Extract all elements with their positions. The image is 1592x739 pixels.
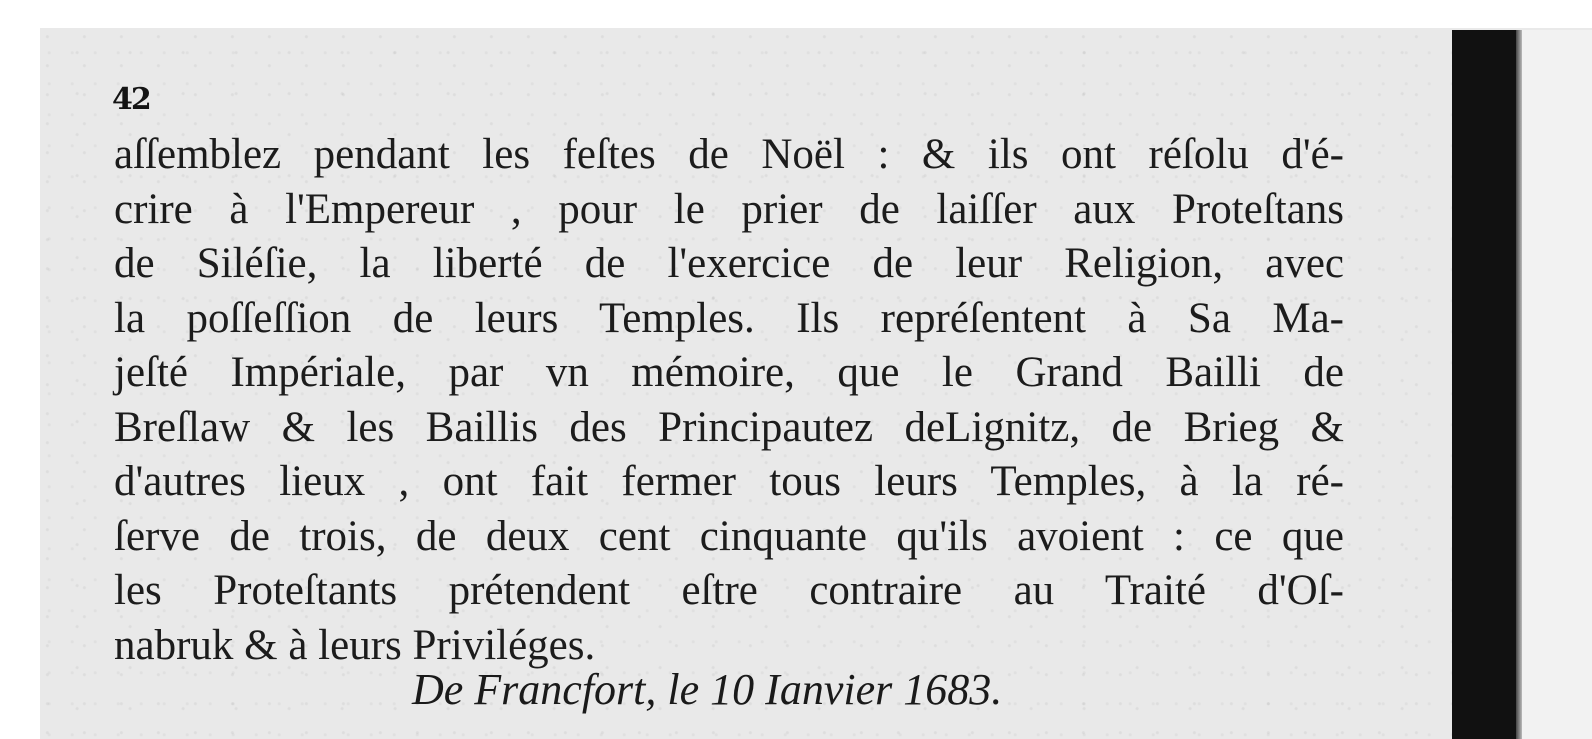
text-line: crire à l'Empereur , pour le prier de laiſſer aux Proteſtans (114, 185, 1344, 233)
article-body (114, 128, 1344, 673)
page-number: 42 (112, 82, 150, 117)
text-line: aſſemblez pendant les feſtes de Noël : & ils ont réſolu d'é- (114, 131, 1344, 178)
dateline: De Francfort, le 10 Ianvier 1683. (412, 665, 1003, 714)
facing-page-edge (1522, 30, 1592, 739)
text-line: la poſſeſſion de leurs Temples. Ils repréſentent à Sa Ma- (114, 294, 1344, 342)
text-line: Breſlaw & les Baillis des Principautez deLignitz, de Brieg & (114, 403, 1344, 451)
text-line: nabruk & à leurs Priviléges. (114, 621, 596, 669)
scan-gutter-shadow (1452, 30, 1516, 739)
text-line: les Proteſtants prétendent eſtre contraire au Traité d'Oſ- (114, 567, 1344, 614)
text-line: ſerve de trois, de deux cent cinquante qu'ils avoient : ce que (114, 512, 1344, 560)
text-line: de Siléſie, la liberté de l'exercice de leur Religion, avec (114, 240, 1344, 287)
text-line: d'autres lieux , ont fait fermer tous leurs Temples, à la ré- (114, 458, 1344, 505)
text-line: jeſté Impériale, par vn mémoire, que le Grand Bailli de (114, 349, 1344, 396)
